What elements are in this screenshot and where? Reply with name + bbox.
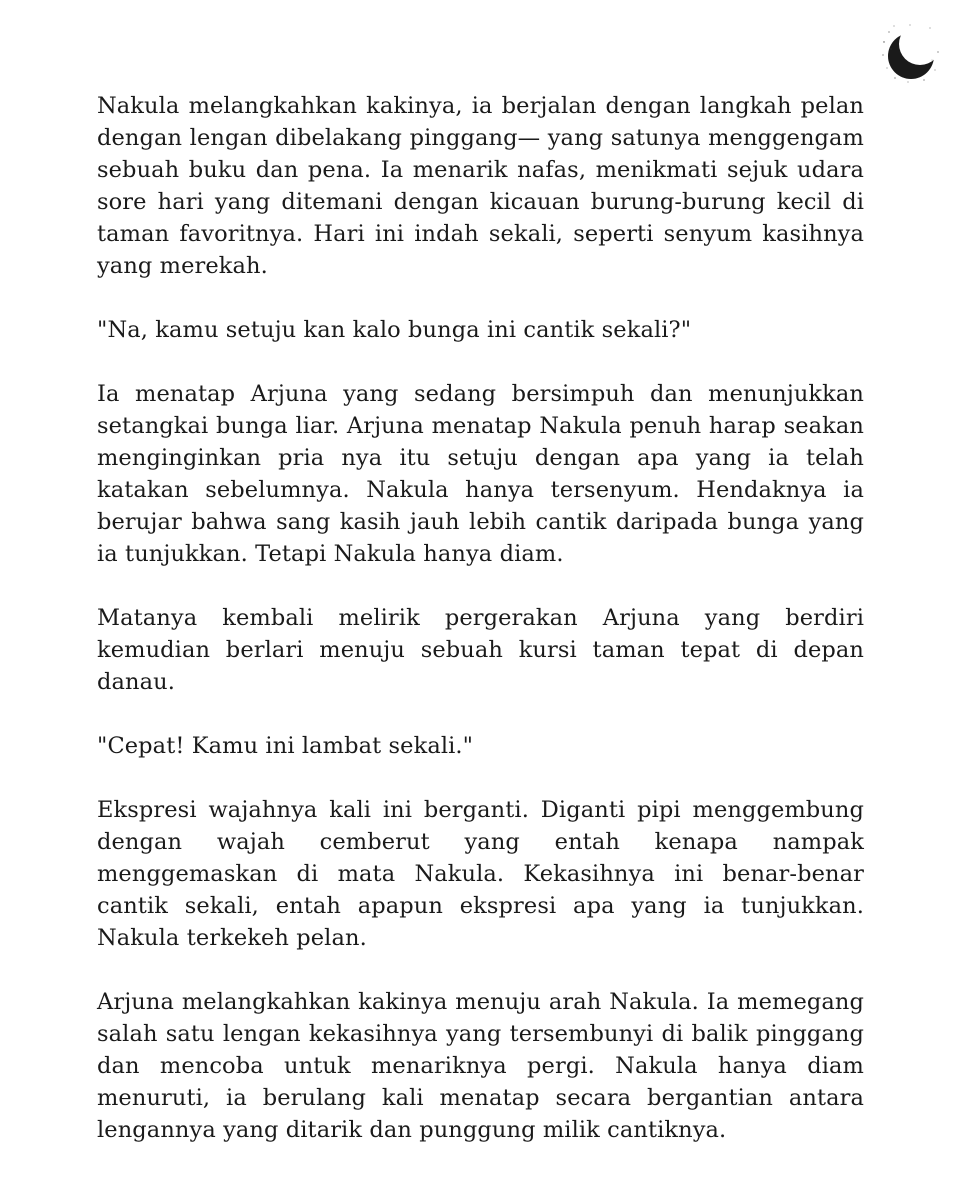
story-paragraph: Nakula melangkahkan kakinya, ia berjalan dengan langkah pelan dengan lengan dibelakang pinggang— yang satunya menggengam sebuah buku dan pena. Ia menarik nafas, menikmati sejuk udara sore hari yang ditemani dengan kicauan burung-burung kecil di taman favoritnya. Hari ini indah sekali, seperti senyum kasihnya yang merekah. — [97, 93, 864, 279]
story-paragraph: Ia menatap Arjuna yang sedang bersimpuh dan menunjukkan setangkai bunga liar. Arjuna menatap Nakula penuh harap seakan menginginkan pria nya itu setuju dengan apa yang ia telah katakan sebelumnya. Nakula hanya tersenyum. Hendaknya ia berujar bahwa sang kasih jauh lebih cantik daripada bunga yang ia tunjukkan. Tetapi Nakula hanya diam. — [97, 381, 864, 567]
story-paragraph: Ekspresi wajahnya kali ini berganti. Diganti pipi menggembung dengan wajah cemberut yang entah kenapa nampak menggemaskan di mata Nakula. Kekasihnya ini benar-benar cantik sekali, entah apapun ekspresi apa yang ia tunjukkan. Nakula terkekeh pelan. — [97, 797, 864, 951]
story-paragraph: Arjuna melangkahkan kakinya menuju arah Nakula. Ia memegang salah satu lengan kekasihnya yang tersembunyi di balik pinggang dan mencoba untuk menariknya pergi. Nakula hanya diam menuruti, ia berulang kali menatap secara bergantian antara lengannya yang ditarik dan punggung milik cantiknya. — [97, 989, 864, 1143]
story-dialogue: "Na, kamu setuju kan kalo bunga ini cantik sekali?" — [97, 317, 692, 343]
story-paragraph: Matanya kembali melirik pergerakan Arjuna yang berdiri kemudian berlari menuju sebuah kursi taman tepat di depan danau. — [97, 605, 864, 695]
crescent-moon-icon — [880, 22, 942, 84]
story-text — [97, 90, 864, 1178]
story-dialogue: "Cepat! Kamu ini lambat sekali." — [97, 733, 474, 759]
